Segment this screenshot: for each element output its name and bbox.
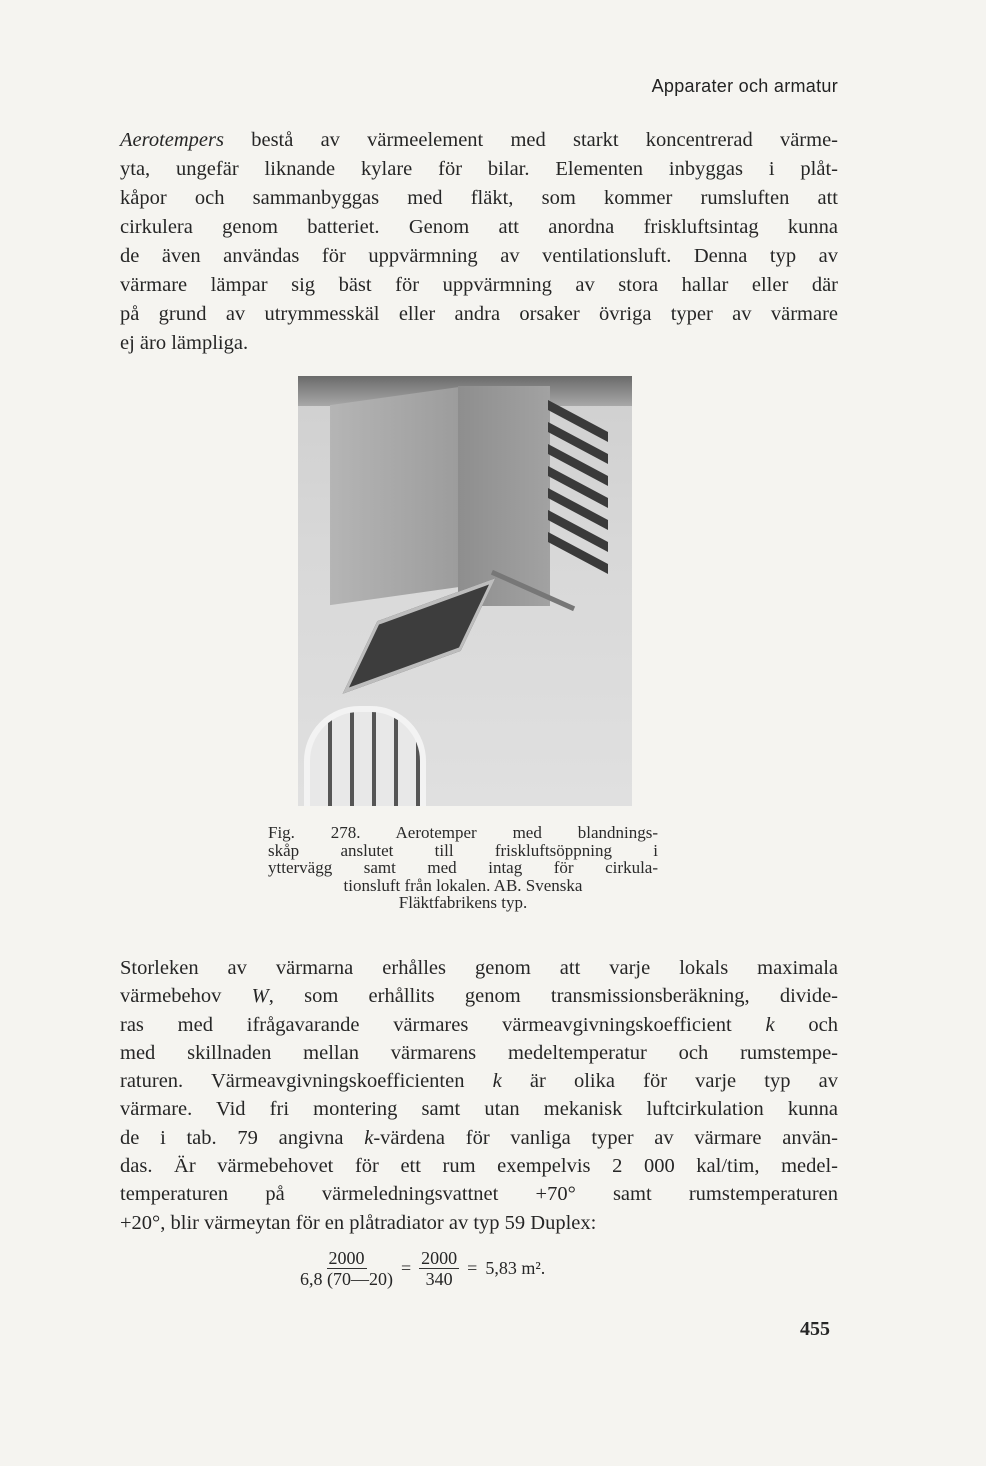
fraction-2 xyxy=(419,1248,459,1289)
numerator: 2000 xyxy=(328,1248,365,1268)
text-run: yta, ungefär liknande kylare för bilar. Elementen inbyggas i plåt- xyxy=(120,158,838,180)
text-run: ej äro lämpliga. xyxy=(120,332,249,354)
text-run: värmebehov xyxy=(120,985,252,1008)
text-line xyxy=(120,1152,838,1180)
text-line xyxy=(120,126,838,155)
text-run: värmare. Vid fri montering samt utan mekanisk luftcirkulation kunna xyxy=(120,1098,838,1121)
text-run: och xyxy=(774,1013,838,1036)
caption-line: yttervägg samt med intag för cirkula- xyxy=(268,858,658,877)
text-line xyxy=(120,1011,838,1039)
text-run: de i tab. 79 angivna xyxy=(120,1126,365,1149)
text-run: +20°, blir värmeytan för en plåtradiator av typ 59 Duplex: xyxy=(120,1211,597,1234)
text-line xyxy=(120,1209,838,1237)
text-run: ras med ifrågavarande värmares värmeavgivningskoefficient xyxy=(120,1013,766,1036)
text-line xyxy=(120,1124,838,1152)
italic-term: W xyxy=(251,985,269,1008)
fraction-1 xyxy=(300,1248,393,1289)
text-line xyxy=(120,184,838,213)
arched-window xyxy=(304,706,426,806)
text-run: Storleken av värmarna erhålles genom att varje lokals maximala xyxy=(120,957,838,979)
paragraph-aerotempers xyxy=(120,126,838,358)
italic-term: Aerotempers xyxy=(120,129,224,151)
text-line xyxy=(120,242,838,271)
mixing-box-right-panel xyxy=(458,386,550,606)
text-line xyxy=(120,213,838,242)
denominator: 340 xyxy=(425,1269,453,1289)
text-run: temperaturen på värmeledningsvattnet +70° samt rumstemperaturen xyxy=(120,1183,838,1206)
equals-sign: = xyxy=(401,1258,412,1278)
text-run: das. Är värmebehovet för ett rum exempelvis 2 000 kal/tim, medel- xyxy=(120,1155,838,1178)
text-line xyxy=(120,1095,838,1123)
text-line xyxy=(120,271,838,300)
equals-sign: = xyxy=(467,1258,478,1278)
text-run: värmare lämpar sig bäst för uppvärmning av stora hallar eller där xyxy=(120,274,838,296)
running-header: Apparater och armatur xyxy=(651,76,838,96)
figure-photo-aerotemper xyxy=(298,376,632,806)
text-line xyxy=(120,1067,838,1095)
text-run: kåpor och sammanbyggas med fläkt, som kommer rumsluften att xyxy=(120,187,838,209)
caption-line: Fläktfabrikens typ. xyxy=(398,893,528,912)
text-run: är olika för varje typ av xyxy=(501,1070,838,1093)
numerator: 2000 xyxy=(421,1248,458,1268)
paragraph-storleken xyxy=(120,954,838,1237)
text-run: på grund av utrymmesskäl eller andra orsaker övriga typer av värmare xyxy=(120,303,838,325)
text-line xyxy=(120,954,838,982)
text-line xyxy=(120,1039,838,1067)
page-number: 455 xyxy=(800,1318,830,1340)
text-run: raturen. Värmeavgivningskoefficienten xyxy=(120,1070,493,1093)
text-line xyxy=(120,300,838,329)
text-line xyxy=(120,155,838,184)
text-run: med skillnaden mellan värmarens medeltemperatur och rumstempe- xyxy=(120,1041,838,1064)
text-run: cirkulera genom batteriet. Genom att anordna friskluftsintag kunna xyxy=(120,216,838,238)
text-run: -värdena för vanliga typer av värmare använ- xyxy=(373,1126,838,1149)
italic-term: k xyxy=(492,1070,502,1093)
italic-term: k xyxy=(765,1013,775,1036)
caption-line: tionsluft från lokalen. AB. Svenska xyxy=(343,875,583,895)
mixing-box-left-panel xyxy=(330,387,460,605)
text-line xyxy=(120,1180,838,1208)
caption-line: skåp anslutet till friskluftsöppning i xyxy=(268,840,658,860)
text-run: de även användas för uppvärmning av ventilationsluft. Denna typ av xyxy=(120,245,838,267)
text-run: bestå av värmeelement med starkt koncentrerad värme- xyxy=(224,129,838,151)
italic-term: k xyxy=(364,1126,374,1149)
figure-caption xyxy=(268,824,658,912)
formula xyxy=(300,1248,545,1289)
text-run: , som erhållits genom transmissionsberäkning, divide- xyxy=(268,985,838,1008)
text-line xyxy=(120,329,838,358)
formula-result: 5,83 m². xyxy=(485,1258,546,1278)
text-line xyxy=(120,982,838,1010)
denominator: 6,8 (70—20) xyxy=(300,1269,393,1289)
caption-line: Fig. 278. Aerotemper med blandnings- xyxy=(268,823,658,842)
